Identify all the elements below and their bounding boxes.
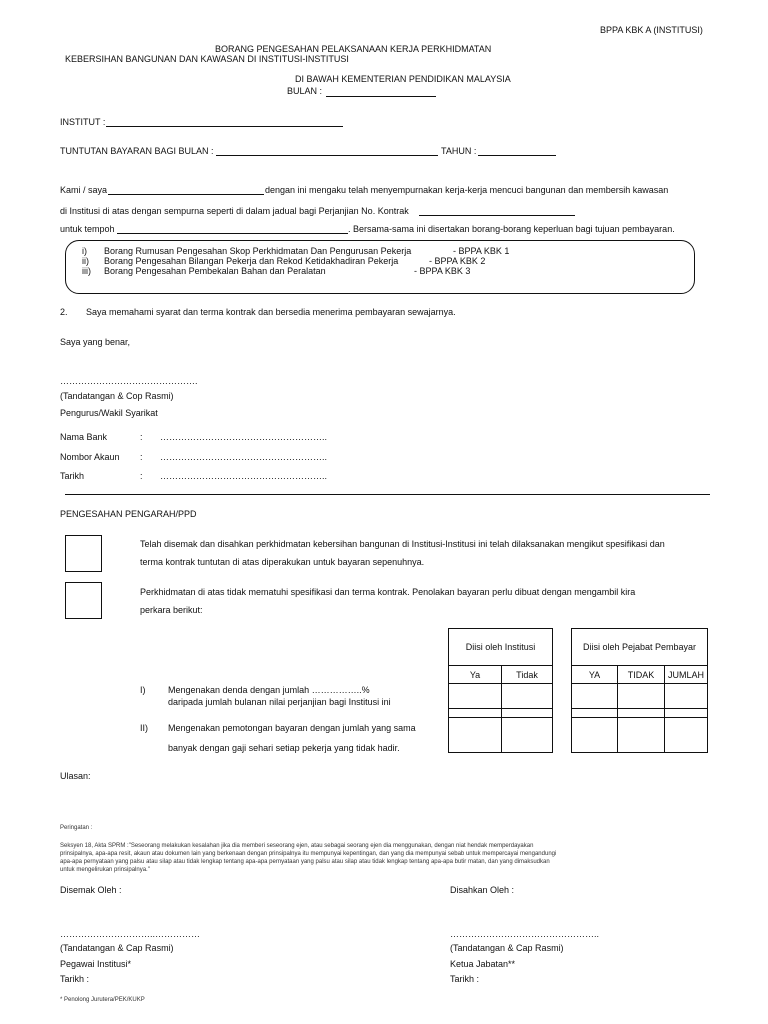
form-title-line2: KEBERSIHAN BANGUNAN DAN KAWASAN DI INSTITUSI-INSTITUSI	[65, 54, 349, 64]
section-divider	[65, 494, 710, 495]
document-num: i)	[82, 246, 87, 256]
approve-text-line1: Telah disemak dan disahkan perkhidmatan kebersihan bangunan di Institusi-Institusi ini telah dilaksanakan mengikut spesifikasi dan	[140, 539, 665, 549]
pembayar-col-jumlah: JUMLAH	[665, 666, 708, 684]
approve-checkbox[interactable]	[65, 535, 102, 572]
institusi-col-ya: Ya	[449, 666, 502, 684]
pembayar-table-title: Diisi oleh Pejabat Pembayar	[572, 629, 708, 666]
nombor-akaun-colon: :	[140, 452, 143, 462]
reject-text-line2: perkara berikut:	[140, 605, 203, 615]
attached-documents-box	[65, 240, 695, 294]
institusi-cell-tidak-2[interactable]	[502, 709, 553, 718]
form-title-line1: BORANG PENGESAHAN PELAKSANAAN KERJA PERKHIDMATAN	[215, 44, 492, 54]
institusi-cell-ya-1[interactable]	[449, 684, 502, 709]
document-item-1	[82, 246, 411, 256]
document-label: Borang Pengesahan Bilangan Pekerja dan Rekod Ketidakhadiran Pekerja	[104, 256, 399, 266]
tempoh-field[interactable]	[117, 233, 348, 234]
signatory-role: Pengurus/Wakil Syarikat	[60, 408, 158, 418]
disemak-signature-dots[interactable]: …………………………..……………	[60, 929, 201, 939]
institusi-table-title: Diisi oleh Institusi	[449, 629, 553, 666]
nama-bank-field[interactable]: ………………………………………………..	[160, 432, 328, 442]
warning-line3: apa-apa pernyataan yang palsu atau silap atau tidak lengkap tentang apa-apa pernyataan yang palsu atau silap atau tidak lengkap tentang apa-apa butir matan, dan yang dimaksudkan	[60, 859, 550, 865]
tarikh-field[interactable]: ………………………………………………..	[160, 471, 328, 481]
nombor-akaun-label: Nombor Akaun	[60, 452, 120, 462]
institusi-cell-tidak-3[interactable]	[502, 718, 553, 753]
warning-line2: prinsipalnya, apa-apa resit, akaun atau dokumen lain yang berkenaan dengan prinsipalnya itu mempunyai kepentingan, dan yang dia mempunyai sebab untuk mempercayai mengandungi	[60, 851, 557, 857]
document-item-3	[82, 266, 326, 276]
declaration-line1-a: Kami / saya	[60, 185, 108, 195]
penalty-item1-line2: daripada jumlah bulanan nilai perjanjian bagi Institusi ini	[168, 697, 391, 707]
institut-field[interactable]	[106, 126, 343, 127]
pembayar-cell-ya-3[interactable]	[572, 718, 618, 753]
tarikh-label: Tarikh	[60, 471, 85, 481]
institusi-table	[448, 628, 553, 753]
nama-bank-label: Nama Bank	[60, 432, 108, 442]
penalty-item1-line1: Mengenakan denda dengan jumlah ……………..%	[168, 685, 370, 695]
disahkan-tarikh[interactable]: Tarikh :	[450, 974, 480, 984]
declaration-line1-b: dengan ini mengaku telah menyempurnakan kerja-kerja mencuci bangunan dan membersih kawasan	[265, 185, 669, 195]
pembayar-cell-ya-1[interactable]	[572, 684, 618, 709]
tuntutan-label: TUNTUTAN BAYARAN BAGI BULAN :	[60, 146, 214, 156]
warning-line4: untuk mengelirukan prinsipalnya."	[60, 867, 150, 873]
bulan-label: BULAN :	[287, 86, 323, 96]
pembayar-cell-jumlah-1[interactable]	[665, 684, 708, 709]
pembayar-table	[571, 628, 708, 753]
reject-checkbox[interactable]	[65, 582, 102, 619]
tahun-label: TAHUN :	[441, 146, 477, 156]
closing-text: Saya yang benar,	[60, 337, 131, 347]
disemak-sign-label: (Tandatangan & Cap Rasmi)	[60, 943, 174, 953]
footnote: * Penolong Jurutera/PEK/KUKP	[60, 997, 145, 1003]
document-label: Borang Rumusan Pengesahan Skop Perkhidmatan Dan Pengurusan Pekerja	[104, 246, 412, 256]
tarikh-colon: :	[140, 471, 143, 481]
institusi-col-tidak: Tidak	[502, 666, 553, 684]
document-label: Borang Pengesahan Pembekalan Bahan dan Peralatan	[104, 266, 326, 276]
form-code: BPPA KBK A (INSTITUSI)	[600, 25, 703, 35]
declaration-line2: di Institusi di atas dengan sempurna seperti di dalam jadual bagi Perjanjian No. Kontrak	[60, 206, 409, 216]
nama-bank-colon: :	[140, 432, 143, 442]
section2-text: Saya memahami syarat dan terma kontrak dan bersedia menerima pembayaran sewajarnya.	[86, 307, 456, 317]
pembayar-cell-tidak-2[interactable]	[618, 709, 665, 718]
document-code: - BPPA KBK 2	[429, 256, 486, 266]
document-item-2	[82, 256, 398, 266]
pembayar-col-tidak: TIDAK	[618, 666, 665, 684]
pembayar-cell-ya-2[interactable]	[572, 709, 618, 718]
document-code: - BPPA KBK 1	[453, 246, 510, 256]
penalty-item2-number: II)	[140, 723, 148, 733]
bulan-field[interactable]	[326, 96, 436, 97]
declaration-line3-a: untuk tempoh	[60, 224, 115, 234]
warning-label: Peringatan :	[60, 825, 93, 831]
pengesahan-heading: PENGESAHAN PENGARAH/PPD	[60, 509, 197, 519]
institusi-cell-tidak-1[interactable]	[502, 684, 553, 709]
form-title-line3: DI BAWAH KEMENTERIAN PENDIDIKAN MALAYSIA	[295, 74, 511, 84]
ulasan-label: Ulasan:	[60, 771, 91, 781]
warning-line1: Seksyen 18, Akta SPRM :"Seseorang melakukan kesalahan jika dia memberi seseorang ejen, atau sebagai seorang ejen dia menggunakan, dengan niat hendak memperdayakan	[60, 843, 534, 849]
disemak-role: Pegawai Institusi*	[60, 959, 132, 969]
disemak-tarikh[interactable]: Tarikh :	[60, 974, 90, 984]
pembayar-cell-jumlah-2[interactable]	[665, 709, 708, 718]
tuntutan-bulan-field[interactable]	[216, 155, 438, 156]
signature-dots[interactable]: ……………………………………….	[60, 376, 198, 386]
disahkan-signature-dots[interactable]: …………………………………………..	[450, 929, 600, 939]
institut-label: INSTITUT :	[60, 117, 106, 127]
disahkan-role: Ketua Jabatan**	[450, 959, 516, 969]
section2-number: 2.	[60, 307, 68, 317]
document-num: ii)	[82, 256, 89, 266]
disahkan-heading: Disahkan Oleh :	[450, 885, 515, 895]
disemak-heading: Disemak Oleh :	[60, 885, 122, 895]
declaration-line3-b: . Bersama-sama ini disertakan borang-borang keperluan bagi tujuan pembayaran.	[348, 224, 675, 234]
kontrak-no-field[interactable]	[419, 215, 575, 216]
signature-label: (Tandatangan & Cop Rasmi)	[60, 391, 174, 401]
disahkan-sign-label: (Tandatangan & Cap Rasmi)	[450, 943, 564, 953]
pembayar-cell-tidak-1[interactable]	[618, 684, 665, 709]
tahun-field[interactable]	[478, 155, 556, 156]
nombor-akaun-field[interactable]: ………………………………………………..	[160, 452, 328, 462]
penalty-item2-line1: Mengenakan pemotongan bayaran dengan jumlah yang sama	[168, 723, 416, 733]
penalty-item2-line2: banyak dengan gaji sehari setiap pekerja yang tidak hadir.	[168, 743, 400, 753]
institusi-cell-ya-3[interactable]	[449, 718, 502, 753]
document-code: - BPPA KBK 3	[414, 266, 471, 276]
pembayar-cell-tidak-3[interactable]	[618, 718, 665, 753]
reject-text-line1: Perkhidmatan di atas tidak mematuhi spesifikasi dan terma kontrak. Penolakan bayaran perlu dibuat dengan mengambil kira	[140, 587, 636, 597]
pembayar-cell-jumlah-3[interactable]	[665, 718, 708, 753]
penalty-item1-number: I)	[140, 685, 146, 695]
institusi-cell-ya-2[interactable]	[449, 709, 502, 718]
approve-text-line2: terma kontrak tuntutan di atas diperakukan untuk bayaran sepenuhnya.	[140, 557, 425, 567]
nama-syarikat-field[interactable]	[108, 194, 264, 195]
document-num: iii)	[82, 266, 91, 276]
pembayar-col-ya: YA	[572, 666, 618, 684]
